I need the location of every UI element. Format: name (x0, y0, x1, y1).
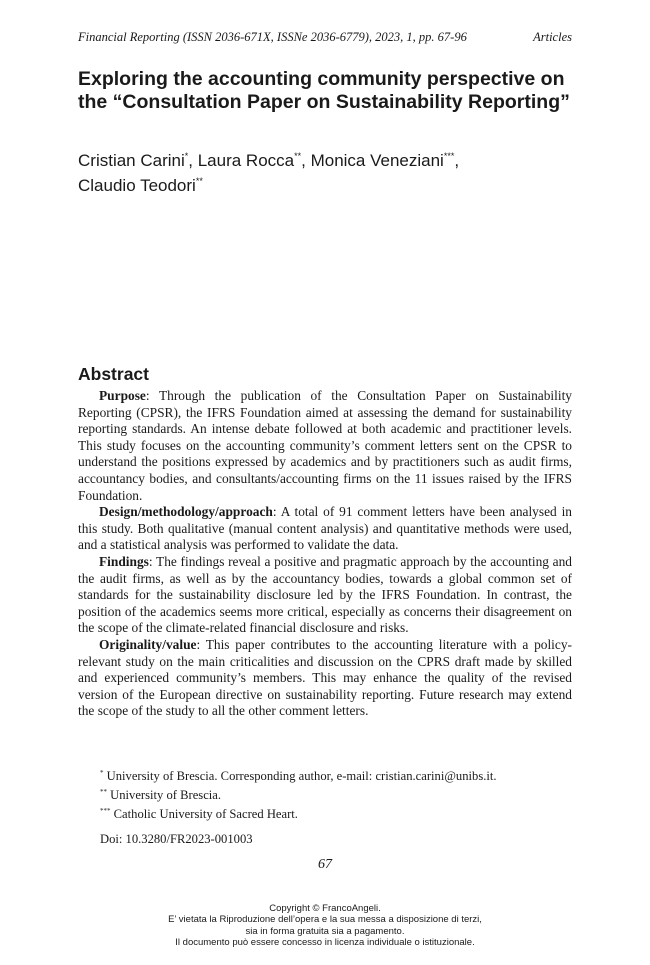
footnote: *** Catholic University of Sacred Heart. (100, 806, 298, 821)
footnote: * University of Brescia. Corresponding author, e-mail: cristian.carini@unibs.it. (100, 769, 497, 783)
section-label: Articles (533, 30, 572, 44)
author: Cristian Carini*, (78, 151, 198, 170)
paragraph-label: Findings (99, 553, 149, 569)
abstract-paragraph-findings: Findings: The findings reveal a positive and pragmatic approach by the accounting and the audit firms, as well as by the accountancy bodies, towards a global common set of standards for the sustainability disclosure led by the IFRS Foundation. In contrast, the position of the academics seems more critical, especially as concerns their disagreement on the scope of the climate-related financial disclosure and risks. (78, 553, 572, 636)
author: Laura Rocca**, (197, 151, 311, 170)
abstract-heading: Abstract (78, 364, 149, 384)
copyright-line: E’ vietata la Riproduzione dell’opera e la sua messa a disposizione di terzi, (168, 914, 482, 926)
author-list (78, 146, 578, 196)
footnote: ** University of Brescia. (100, 787, 222, 802)
footnotes (100, 766, 570, 822)
copyright-line: Copyright © FrancoAngeli. (269, 903, 381, 914)
paragraph-label: Originality/value (99, 636, 197, 652)
copyright-line: sia in forma gratuita sia a pagamento. (245, 925, 405, 937)
journal-citation: Financial Reporting (ISSN 2036-671X, ISSNe 2036-6779), 2023, 1, pp. 67-96 (78, 30, 467, 44)
paragraph-label: Purpose (99, 388, 146, 403)
paragraph-label: Design/methodology/approach (99, 504, 273, 520)
copyright-notice (0, 903, 650, 948)
abstract-paragraph-purpose: Purpose: Through the publication of the Consultation Paper on Sustainability Reporting (CPSR), the IFRS Foundation aimed at assessing the demand for sustainability reporting standards. An intense debate followed at both academic and practitioner levels. This study focuses on the accounting community’s comment letters sent on the CPSR to understand the positions expressed by academics and by practitioners such as audit firms, accountancy bodies, and consultants/accounting firms on the 11 issues raised by the IFRS Foundation. (78, 388, 572, 503)
author: Claudio Teodori** (78, 176, 203, 195)
running-header (78, 30, 572, 45)
abstract-body (78, 388, 572, 720)
abstract-paragraph-originality: Originality/value: This paper contributes to the accounting literature with a policy-relevant study on the main criticalities and discussion on the CPRS draft made by skilled and experienced community’s members. This may enhance the quality of the revised version of the European directive on sustainability reporting. Future research may extend the scope of the study to all the other comment letters. (78, 636, 572, 719)
author: Monica Veneziani***, (310, 151, 460, 170)
doi: Doi: 10.3280/FR2023-001003 (100, 832, 253, 846)
page-number: 67 (318, 857, 332, 872)
article-title: Exploring the accounting community perspective on the “Consultation Paper on Sustainability Reporting” (78, 68, 570, 113)
abstract-paragraph-design: Design/methodology/approach: A total of 91 comment letters have been analysed in this study. Both qualitative (manual content analysis) and quantitative methods were used, and a statistical analysis was performed to validate the data. (78, 504, 572, 553)
copyright-line: Il documento può essere concesso in licenza individuale o istituzionale. (175, 936, 475, 948)
